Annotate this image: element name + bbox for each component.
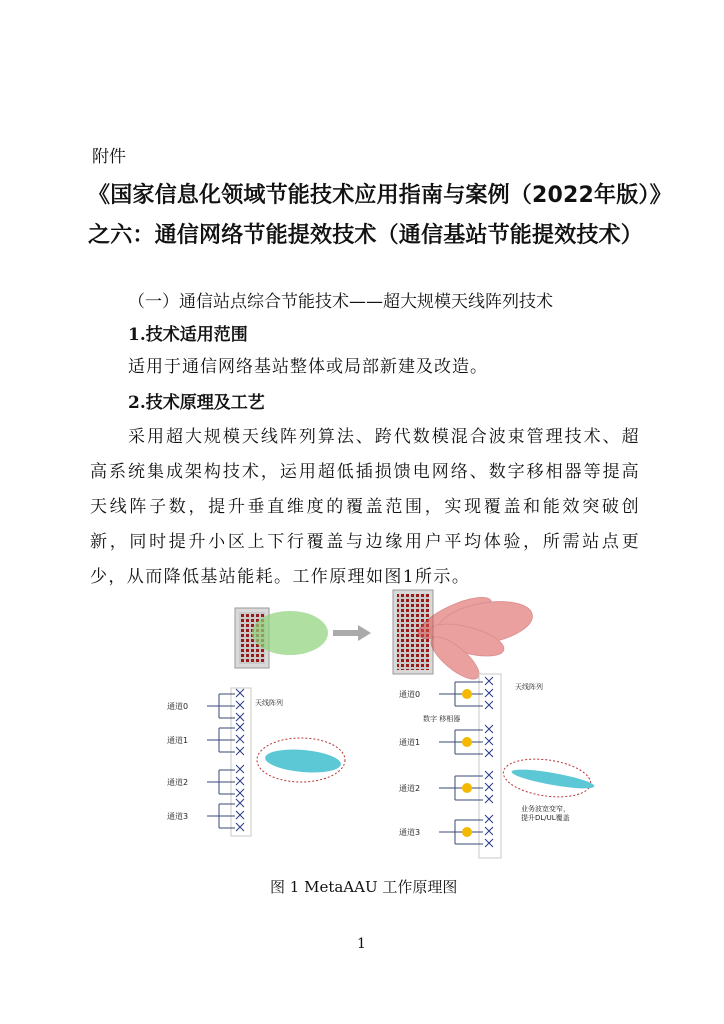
phase-shifter-label: 数字 移相器 xyxy=(423,715,461,723)
left-channel-0: 通道0 xyxy=(167,702,189,711)
heading-principle: 2.技术原理及工艺 xyxy=(128,393,265,413)
figure-svg xyxy=(155,588,615,868)
annex-label: 附件 xyxy=(92,147,126,167)
beam-note-line2: 提升DL/UL覆盖 xyxy=(521,814,570,822)
section-heading: （一）通信站点综合节能技术——超大规模天线阵列技术 xyxy=(128,292,553,312)
paragraph-scope: 适用于通信网络基站整体或局部新建及改造。 xyxy=(128,357,488,377)
right-channel-3: 通道3 xyxy=(399,828,421,837)
right-channel-0: 通道0 xyxy=(399,690,421,699)
figure-caption: 图 1 MetaAAU 工作原理图 xyxy=(270,878,458,896)
phase-shifter-icons xyxy=(462,689,472,837)
green-beam xyxy=(252,611,328,655)
figure-metaaau-principle xyxy=(155,588,615,872)
right-antenna-array-label: 天线阵列 xyxy=(515,683,543,691)
left-antenna-array-label: 天线阵列 xyxy=(255,699,283,707)
document-title-line2: 之六：通信网络节能提效技术（通信基站节能提效技术） xyxy=(88,223,644,248)
heading-scope: 1.技术适用范围 xyxy=(128,325,248,345)
left-cyan-beam xyxy=(264,747,342,776)
right-channel-2: 通道2 xyxy=(399,784,421,793)
right-channel-1: 通道1 xyxy=(399,738,421,747)
document-title-line1: 《国家信息化领域节能技术应用指南与案例（2022年版）》 xyxy=(88,183,672,208)
paragraph-principle: 采用超大规模天线阵列算法、跨代数模混合波束管理技术、超高系统集成架构技术，运用超低插损馈电网络、数字移相器等提高天线阵子数，提升垂直维度的覆盖范围，实现覆盖和能效突破创新，同时提升小区上下行覆盖与边缘用户平均体验，所需站点更少，从而降低基站能耗。工作原理如图1所示。 xyxy=(90,427,640,587)
beam-note-line1: 业务波宽变窄， xyxy=(521,805,570,813)
left-channel-diagram xyxy=(207,688,251,836)
right-cyan-beam xyxy=(511,766,596,792)
left-channel-3: 通道3 xyxy=(167,812,189,821)
page-number: 1 xyxy=(357,936,366,952)
left-channel-2: 通道2 xyxy=(167,778,189,787)
left-channel-1: 通道1 xyxy=(167,736,189,745)
